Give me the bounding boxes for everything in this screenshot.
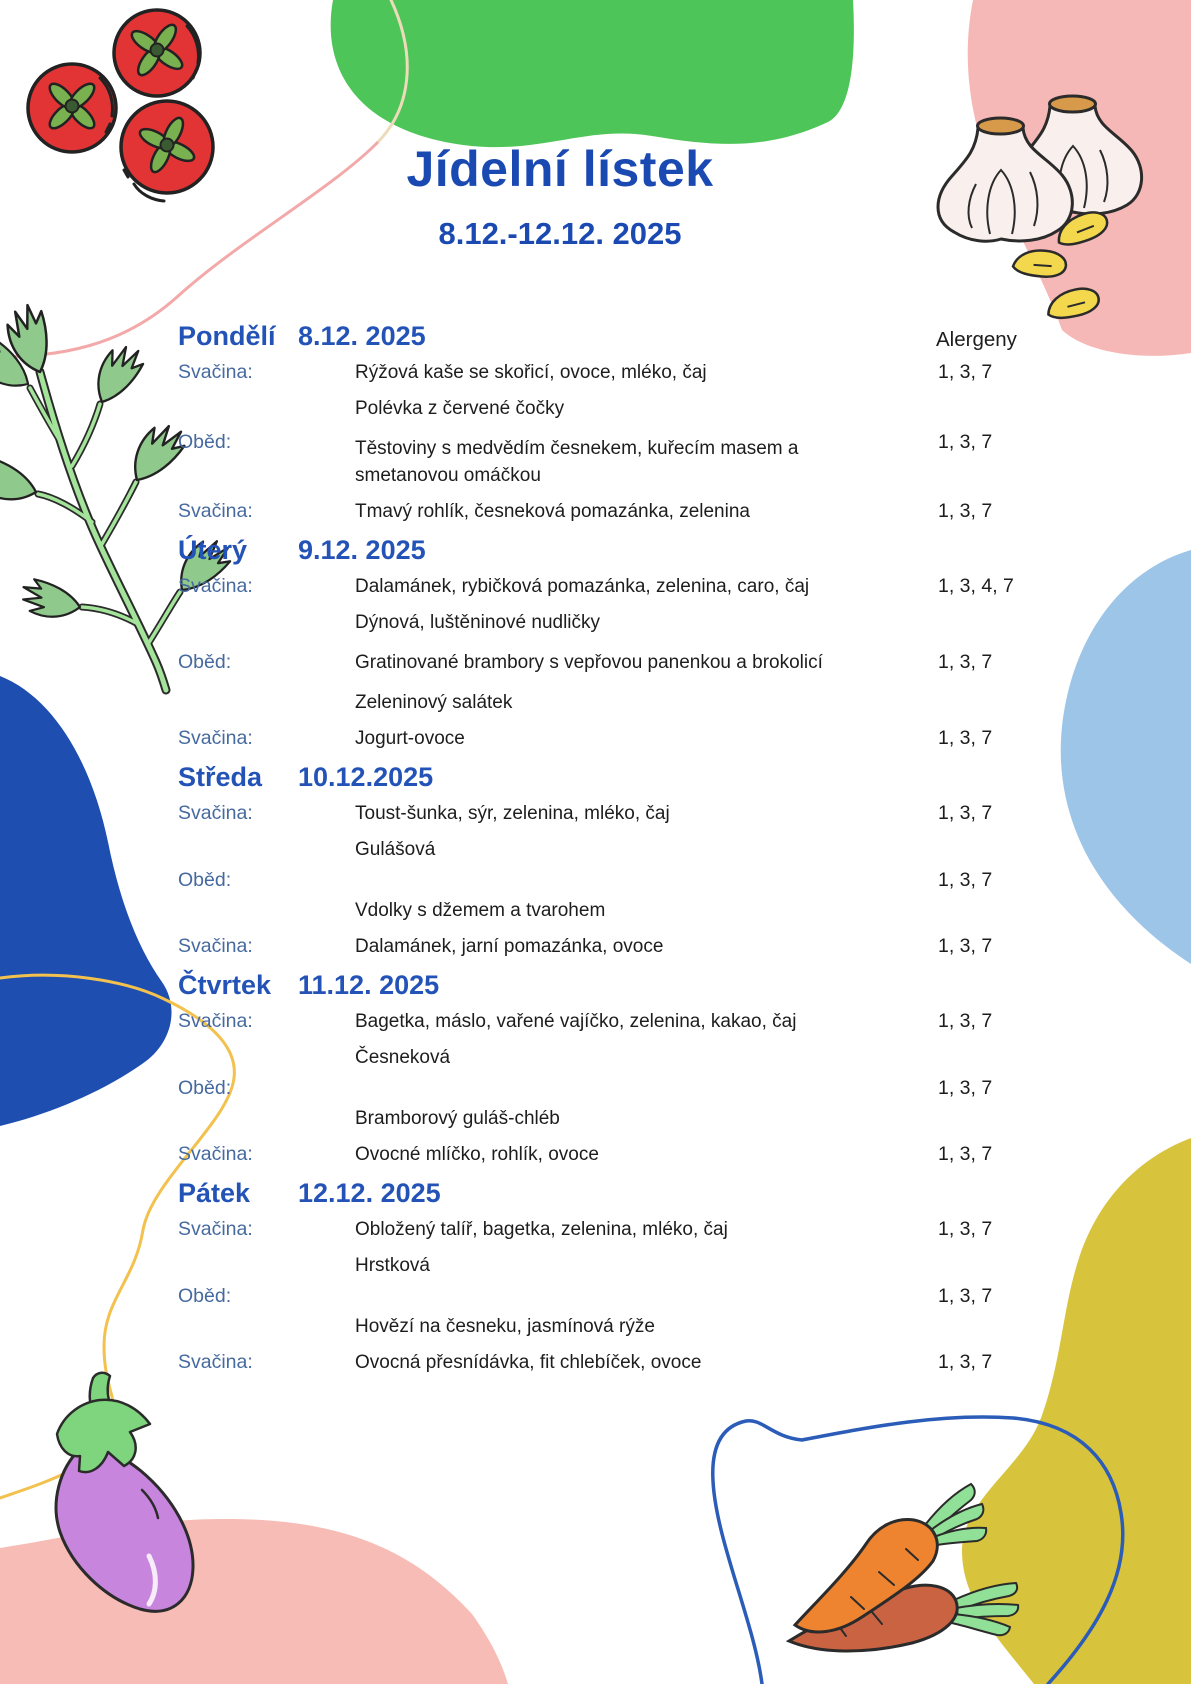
allergen-codes: 1, 3, 7	[938, 727, 993, 749]
allergen-codes: 1, 3, 7	[938, 361, 993, 383]
allergen-codes: 1, 3, 7	[938, 935, 993, 957]
day-name: Pondělí	[178, 321, 276, 351]
meal-label: Svačina:	[178, 802, 253, 824]
meal-line: Dalamánek, jarní pomazánka, ovoce	[355, 936, 664, 957]
meal-line: Rýžová kaše se skořicí, ovoce, mléko, čaj	[355, 362, 707, 383]
meal-line: Gratinované brambory s vepřovou panenkou a brokolicí	[355, 652, 823, 673]
meal-label: Svačina:	[178, 727, 253, 749]
meal-line: Ovocné mlíčko, rohlík, ovoce	[355, 1144, 599, 1165]
meal-label: Oběd:	[178, 651, 232, 673]
meal-line: Těstoviny s medvědím česnekem, kuřecím masem a smetanovou omáčkou	[355, 438, 799, 486]
allergen-codes: 1, 3, 7	[938, 1284, 993, 1307]
day-section-wednesday	[178, 761, 1068, 960]
meal-row-lunch	[178, 1044, 1068, 1132]
day-heading	[178, 969, 1068, 1001]
meal-label: Oběd:	[178, 430, 232, 453]
meal-items	[355, 933, 938, 960]
meal-line: Toust-šunka, sýr, zelenina, mléko, čaj	[355, 803, 670, 824]
meal-items	[355, 1008, 938, 1035]
meal-line: Ovocná přesnídávka, fit chlebíček, ovoce	[355, 1352, 702, 1373]
meal-items	[355, 609, 938, 716]
meal-row-snack	[178, 933, 1068, 960]
meal-line: Zeleninový salátek	[355, 692, 513, 713]
meal-label: Svačina:	[178, 1218, 253, 1240]
meal-label: Svačina:	[178, 1143, 253, 1165]
allergen-codes: 1, 3, 7	[938, 868, 993, 891]
day-heading	[178, 534, 1068, 566]
meal-label: Svačina:	[178, 361, 253, 383]
meal-row-snack	[178, 359, 1068, 386]
meal-items	[355, 395, 938, 489]
meal-items	[355, 1252, 938, 1340]
meal-line: Česneková	[355, 1047, 451, 1068]
meal-items	[355, 1349, 938, 1376]
day-heading	[178, 761, 1068, 793]
meal-line: Jogurt-ovoce	[355, 728, 465, 749]
meal-row-lunch	[178, 836, 1068, 924]
allergen-codes: 1, 3, 7	[938, 651, 993, 673]
meal-label: Oběd:	[178, 868, 232, 891]
day-section-friday	[178, 1177, 1068, 1376]
allergen-codes: 1, 3, 7	[938, 1143, 993, 1165]
meal-line: Dalamánek, rybičková pomazánka, zelenina, caro, čaj	[355, 576, 810, 597]
meal-items	[355, 1216, 938, 1243]
meal-line: Polévka z červené čočky	[355, 398, 565, 419]
meal-label: Svačina:	[178, 575, 253, 597]
day-heading	[178, 320, 1068, 352]
meal-label: Svačina:	[178, 935, 253, 957]
day-name: Čtvrtek	[178, 970, 272, 1000]
allergen-codes: 1, 3, 7	[938, 500, 993, 522]
allergen-codes: 1, 3, 4, 7	[938, 575, 1014, 597]
day-section-monday	[178, 320, 1068, 525]
day-name: Pátek	[178, 1178, 251, 1208]
meal-label: Svačina:	[178, 500, 253, 522]
meal-row-lunch	[178, 609, 1068, 716]
meal-line: Obložený talíř, bagetka, zelenina, mléko, čaj	[355, 1219, 728, 1240]
allergen-codes: 1, 3, 7	[938, 430, 993, 453]
day-name: Úterý	[178, 535, 248, 565]
meal-row-lunch	[178, 395, 1068, 489]
allergen-codes: 1, 3, 7	[938, 1076, 993, 1099]
meal-row-snack	[178, 725, 1068, 752]
meal-items	[355, 498, 938, 525]
day-date: 10.12.2025	[298, 762, 434, 792]
meal-label: Svačina:	[178, 1351, 253, 1373]
date-range-subtitle: 8.12.-12.12. 2025	[438, 216, 682, 251]
meal-line: Gulášová	[355, 839, 436, 860]
weekly-menu	[178, 320, 1068, 1385]
meal-line: Dýnová, luštěninové nudličky	[355, 612, 601, 633]
meal-row-snack	[178, 1141, 1068, 1168]
meal-items	[355, 1141, 938, 1168]
meal-label: Oběd:	[178, 1076, 232, 1099]
meal-label: Oběd:	[178, 1284, 232, 1307]
day-section-thursday	[178, 969, 1068, 1168]
meal-items	[355, 359, 938, 386]
allergen-codes: 1, 3, 7	[938, 1010, 993, 1032]
meal-line: Tmavý rohlík, česneková pomazánka, zelenina	[355, 501, 750, 522]
allergen-codes: 1, 3, 7	[938, 1218, 993, 1240]
meal-items	[355, 1044, 938, 1132]
meal-row-snack	[178, 1216, 1068, 1243]
meal-row-snack	[178, 498, 1068, 525]
meal-row-snack	[178, 1349, 1068, 1376]
meal-line: Hovězí na česneku, jasmínová rýže	[355, 1316, 655, 1337]
meal-items	[355, 836, 938, 924]
meal-row-snack	[178, 573, 1068, 600]
meal-items	[355, 800, 938, 827]
allergens-column-header: Alergeny	[936, 328, 1017, 351]
allergen-codes: 1, 3, 7	[938, 1351, 993, 1373]
day-section-tuesday	[178, 534, 1068, 752]
day-date: 9.12. 2025	[298, 535, 426, 565]
day-heading	[178, 1177, 1068, 1209]
day-name: Středa	[178, 762, 263, 792]
page-title: Jídelní lístek	[406, 141, 714, 197]
meal-row-lunch	[178, 1252, 1068, 1340]
meal-line: Bagetka, máslo, vařené vajíčko, zelenina, kakao, čaj	[355, 1011, 797, 1032]
allergen-codes: 1, 3, 7	[938, 802, 993, 824]
meal-line: Bramborový guláš-chléb	[355, 1108, 560, 1129]
meal-items	[355, 725, 938, 752]
meal-row-snack	[178, 800, 1068, 827]
meal-line: Hrstková	[355, 1255, 430, 1276]
meal-line: Vdolky s džemem a tvarohem	[355, 900, 606, 921]
day-date: 11.12. 2025	[298, 970, 440, 1000]
meal-items	[355, 573, 938, 600]
meal-label: Svačina:	[178, 1010, 253, 1032]
meal-row-snack	[178, 1008, 1068, 1035]
day-date: 12.12. 2025	[298, 1178, 441, 1208]
day-date: 8.12. 2025	[298, 321, 426, 351]
